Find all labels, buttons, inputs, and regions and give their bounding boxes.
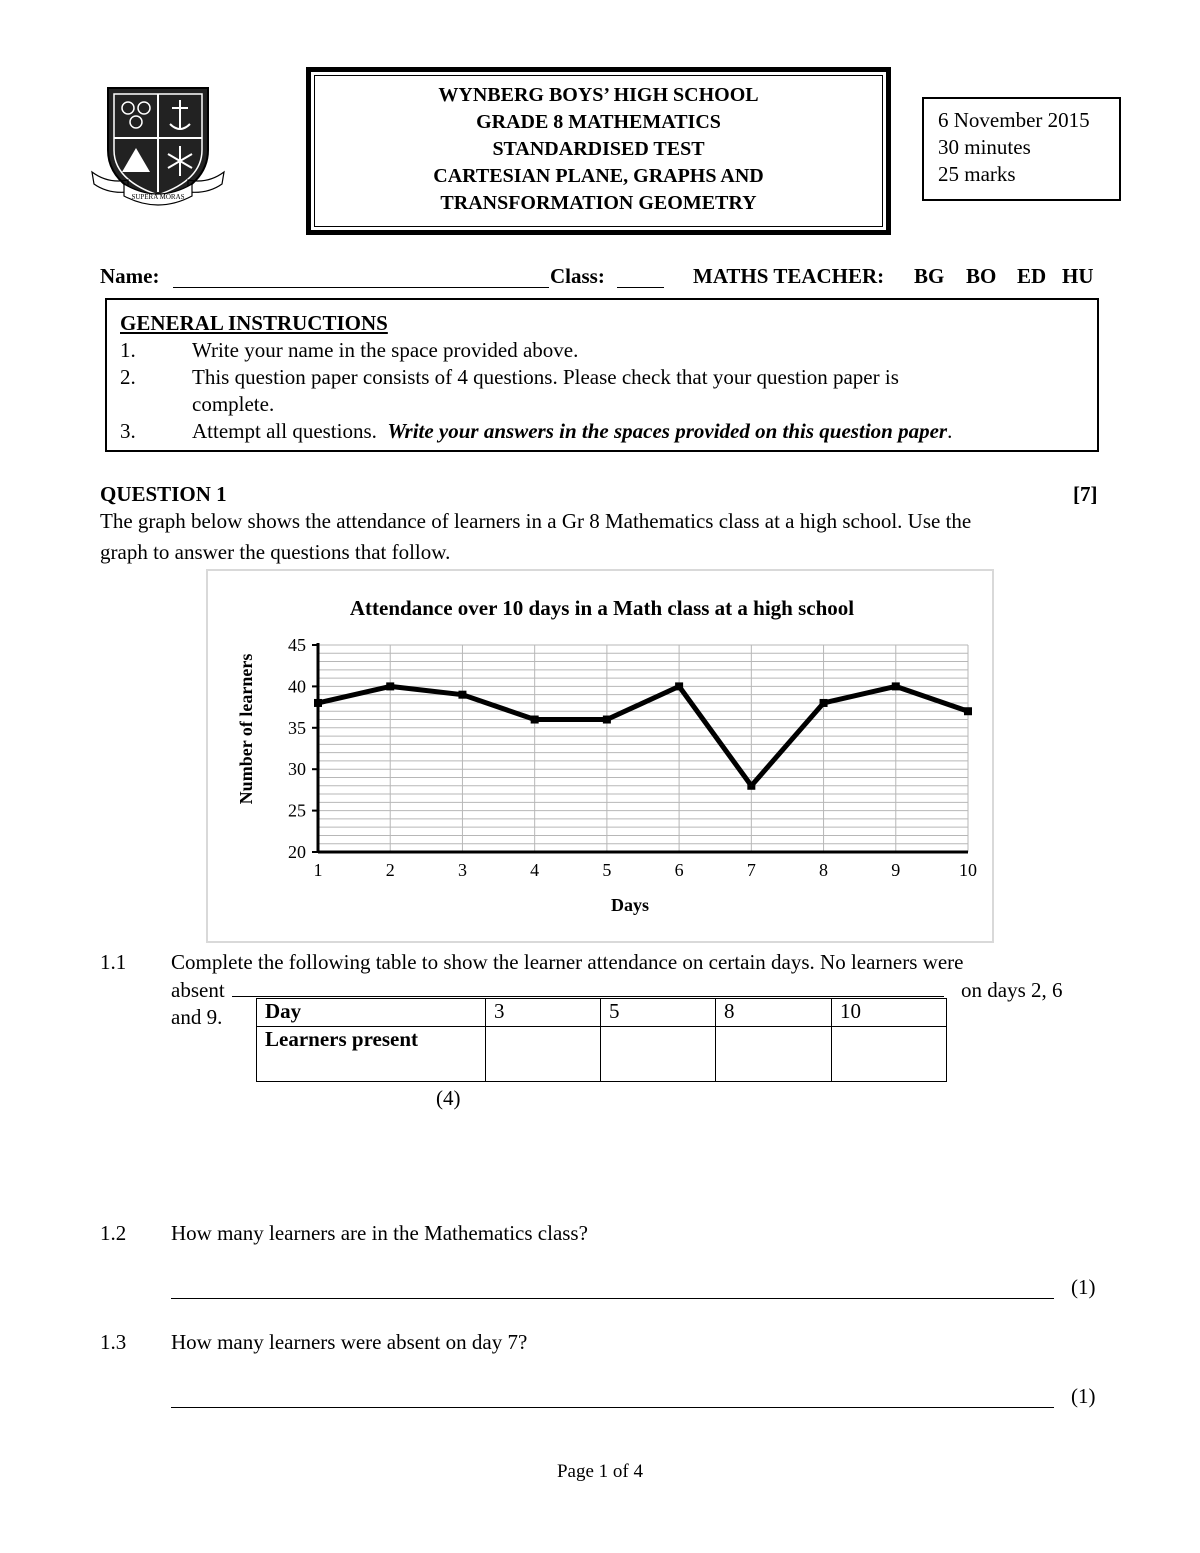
x-tick-label: 8 (819, 860, 829, 880)
teacher-label: MATHS TEACHER: (693, 264, 885, 288)
y-tick-label: 45 (288, 635, 306, 655)
instruction-number: 2. (120, 365, 136, 389)
name-field[interactable] (173, 267, 549, 288)
table-cell-day: 3 (486, 999, 601, 1027)
data-point (675, 682, 683, 690)
y-tick-label: 30 (288, 759, 306, 780)
school-crest-logo (88, 80, 228, 210)
x-tick-label: 1 (313, 860, 323, 880)
q1-3-text: How many learners were absent on day 7? (171, 1330, 528, 1354)
table-header-day: Day (257, 999, 486, 1027)
table-cell-day: 10 (832, 999, 947, 1027)
data-point (820, 699, 828, 707)
table-header-learners-present: Learners present (257, 1027, 486, 1082)
x-tick-label: 4 (530, 860, 540, 880)
instruction-number: 1. (120, 338, 136, 362)
q1-2-marks: (1) (1071, 1275, 1096, 1299)
class-label: Class: (550, 264, 605, 288)
data-point (892, 682, 900, 690)
q1-1-text-and9: and 9. (171, 1005, 223, 1029)
data-point (458, 691, 466, 699)
instruction-text-continued: complete. (192, 392, 275, 416)
data-point (603, 716, 611, 724)
y-tick-label: 40 (288, 676, 306, 697)
instruction-emphasis: Write your answers in the spaces provided on this question paper (387, 419, 948, 443)
answer-cell-day-3[interactable] (486, 1027, 601, 1082)
y-axis-label: Number of learners (236, 653, 256, 805)
test-type: STANDARDISED TEST (492, 138, 705, 160)
q1-1-text-rule (232, 996, 944, 997)
instruction-text (192, 418, 952, 445)
x-tick-label: 2 (385, 860, 395, 880)
x-tick-label: 9 (891, 860, 901, 880)
grade-subject: GRADE 8 MATHEMATICS (476, 111, 721, 133)
chart-title: Attendance over 10 days in a Math class at a high school (349, 596, 855, 620)
answer-cell-day-10[interactable] (832, 1027, 947, 1082)
instruction-period: . (947, 419, 953, 443)
school-name: WYNBERG BOYS’ HIGH SCHOOL (438, 84, 759, 106)
test-duration: 30 minutes (938, 135, 1031, 159)
topic-line-1: CARTESIAN PLANE, GRAPHS AND (433, 165, 764, 187)
teacher-option-bg[interactable]: BG (914, 264, 945, 288)
x-tick-label: 3 (457, 860, 467, 880)
q1-2-number: 1.2 (100, 1221, 127, 1245)
data-point (747, 782, 755, 790)
name-row (100, 264, 1100, 294)
date-box (922, 97, 1121, 201)
teacher-option-ed[interactable]: ED (1017, 264, 1047, 288)
teacher-option-hu[interactable]: HU (1062, 264, 1094, 288)
x-tick-label: 5 (602, 860, 612, 880)
q1-1-text: Complete the following table to show the learner attendance on certain days. No learners were (171, 950, 964, 974)
table-cell-day: 8 (716, 999, 832, 1027)
table-row (257, 1027, 947, 1082)
answer-cell-day-5[interactable] (601, 1027, 716, 1082)
test-marks: 25 marks (938, 162, 1016, 186)
x-tick-label: 10 (959, 860, 977, 880)
data-point (531, 716, 539, 724)
data-point (386, 682, 394, 690)
question-1-marks: [7] (1073, 482, 1098, 506)
q1-3-marks: (1) (1071, 1384, 1096, 1408)
q1-1-number: 1.1 (100, 950, 127, 974)
title-box (306, 67, 891, 235)
table-cell-day: 5 (601, 999, 716, 1027)
data-point (964, 707, 972, 715)
crest-motto: SUPERA MORAS (131, 193, 185, 201)
instructions-title: GENERAL INSTRUCTIONS (120, 311, 388, 335)
table-row (257, 999, 947, 1027)
q1-3-answer-line[interactable] (171, 1406, 1054, 1408)
instruction-text: Write your name in the space provided above. (192, 338, 579, 362)
x-tick-label: 7 (746, 860, 756, 880)
q1-1-text-absent: absent (171, 978, 225, 1002)
test-date: 6 November 2015 (938, 108, 1090, 132)
question-1-intro: The graph below shows the attendance of learners in a Gr 8 Mathematics class at a high school. Use the (100, 509, 972, 533)
teacher-option-bo[interactable]: BO (966, 264, 997, 288)
y-tick-label: 35 (288, 717, 306, 738)
question-1-title: QUESTION 1 (100, 482, 227, 506)
instruction-text-plain: Attempt all questions. (192, 419, 388, 443)
data-point (314, 699, 322, 707)
name-label: Name: (100, 264, 160, 288)
q1-1-marks: (4) (436, 1086, 461, 1110)
attendance-chart (206, 569, 994, 943)
page-number: Page 1 of 4 (556, 1461, 643, 1482)
instruction-text: This question paper consists of 4 questions. Please check that your question paper is (192, 365, 899, 389)
topic-line-2: TRANSFORMATION GEOMETRY (440, 192, 757, 214)
attendance-line-chart (208, 571, 992, 941)
q1-3-number: 1.3 (100, 1330, 127, 1354)
x-tick-label: 6 (674, 860, 684, 880)
answer-cell-day-8[interactable] (716, 1027, 832, 1082)
y-tick-label: 25 (288, 800, 306, 821)
class-field[interactable] (617, 267, 664, 288)
x-axis-label: Days (610, 895, 650, 915)
attendance-table (256, 998, 947, 1082)
question-1-intro-line-2: graph to answer the questions that follow. (100, 540, 451, 564)
q1-2-answer-line[interactable] (171, 1297, 1054, 1299)
q1-2-text: How many learners are in the Mathematics class? (171, 1221, 588, 1245)
q1-1-text-days: on days 2, 6 (961, 978, 1063, 1002)
general-instructions-box (105, 298, 1099, 452)
instruction-number: 3. (120, 419, 136, 443)
y-tick-label: 20 (288, 842, 306, 862)
